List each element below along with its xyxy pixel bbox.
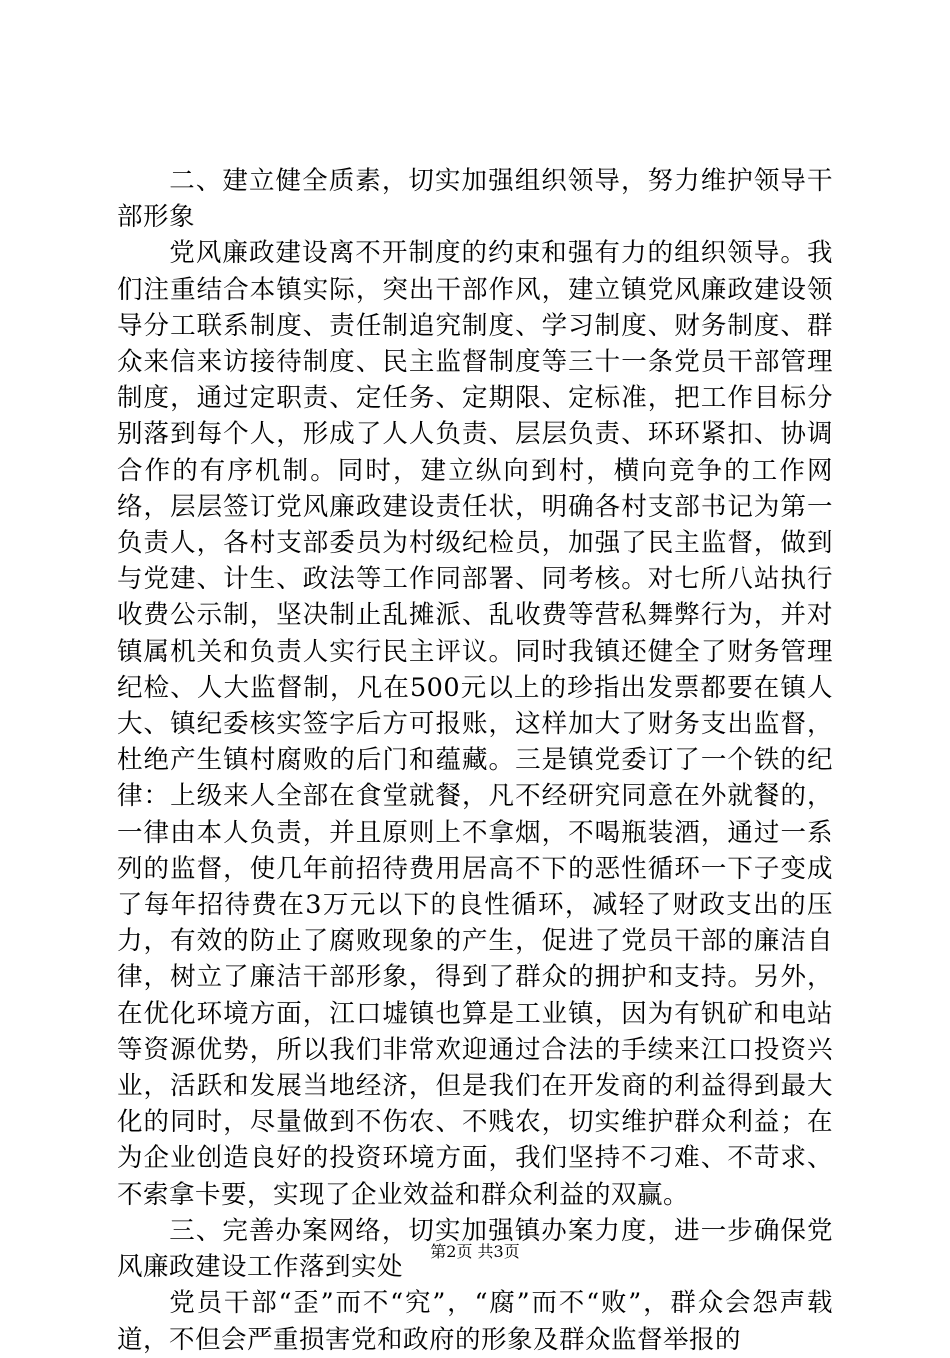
body-paragraph: 党风廉政建设离不开制度的约束和强有力的组织领导。我们注重结合本镇实际，突出干部作风，建立镇党风廉政建设领导分工联系制度、责任制追究制度、学习制度、财务制度、群众来信来访接待制度、民主监督制度等三十一条党员干部管理制度，通过定职责、定任务、定期限、定标准，把工作目标分别落到每个人，形成了人人负责、层层负责、环环紧扣、协调合作的有序机制。同时，建立纵向到村，横向竞争的工作网络，层层签订党风廉政建设责任状，明确各村支部书记为第一负责人，各村支部委员为村级纪检员，加强了民主监督，做到与党建、计生、政法等工作同部署、同考核。对七所八站执行收费公示制，坚决制止乱摊派、乱收费等营私舞弊行为，并对镇属机关和负责人实行民主评议。同时我镇还健全了财务管理纪检、人大监督制，凡在500元以上的珍指出发票都要在镇人大、镇纪委核实签字后方可报账，这样加大了财务支出监督，杜绝产生镇村腐败的后门和蕴藏。三是镇党委订了一个铁的纪律：上级来人全部在食堂就餐，凡不经研究同意在外就餐的，一律由本人负责，并且原则上不拿烟，不喝瓶装酒，通过一系列的监督，使几年前招待费用居高不下的恶性循环一下子变成了每年招待费在3万元以下的良性循环，减轻了财政支出的压力，有效的防止了腐败现象的产生，促进了党员干部的廉洁自律，树立了廉洁干部形象，得到了群众的拥护和支持。另外，在优化环境方面，江口墟镇也算是工业镇，因为有钒矿和电站等资源优势，所以我们非常欢迎通过合法的手续来江口投资兴业，活跃和发展当地经济，但是我们在开发商的利益得到最大化的同时，尽量做到不伤农、不贱农，切实维护群众利益；在为企业创造良好的投资环境方面，我们坚持不刁难、不苛求、不索拿卡要，实现了企业效益和群众利益的双赢。 xyxy=(117,238,833,1210)
section-heading-2: 二、建立健全质素，切实加强组织领导，努力维护领导干部形象 xyxy=(117,166,833,233)
document-body xyxy=(117,163,833,1358)
section-heading-3: 三、完善办案网络，切实加强镇办案力度，进一步确保党风廉政建设工作落到实处 xyxy=(117,1215,833,1283)
body-paragraph: 党员干部“歪”而不“究”，“腐”而不“败”，群众会怨声载道，不但会严重损害党和政府的形象及群众监督举报的 xyxy=(117,1288,833,1355)
page-footer: 第2页 共3页 xyxy=(430,1242,520,1261)
